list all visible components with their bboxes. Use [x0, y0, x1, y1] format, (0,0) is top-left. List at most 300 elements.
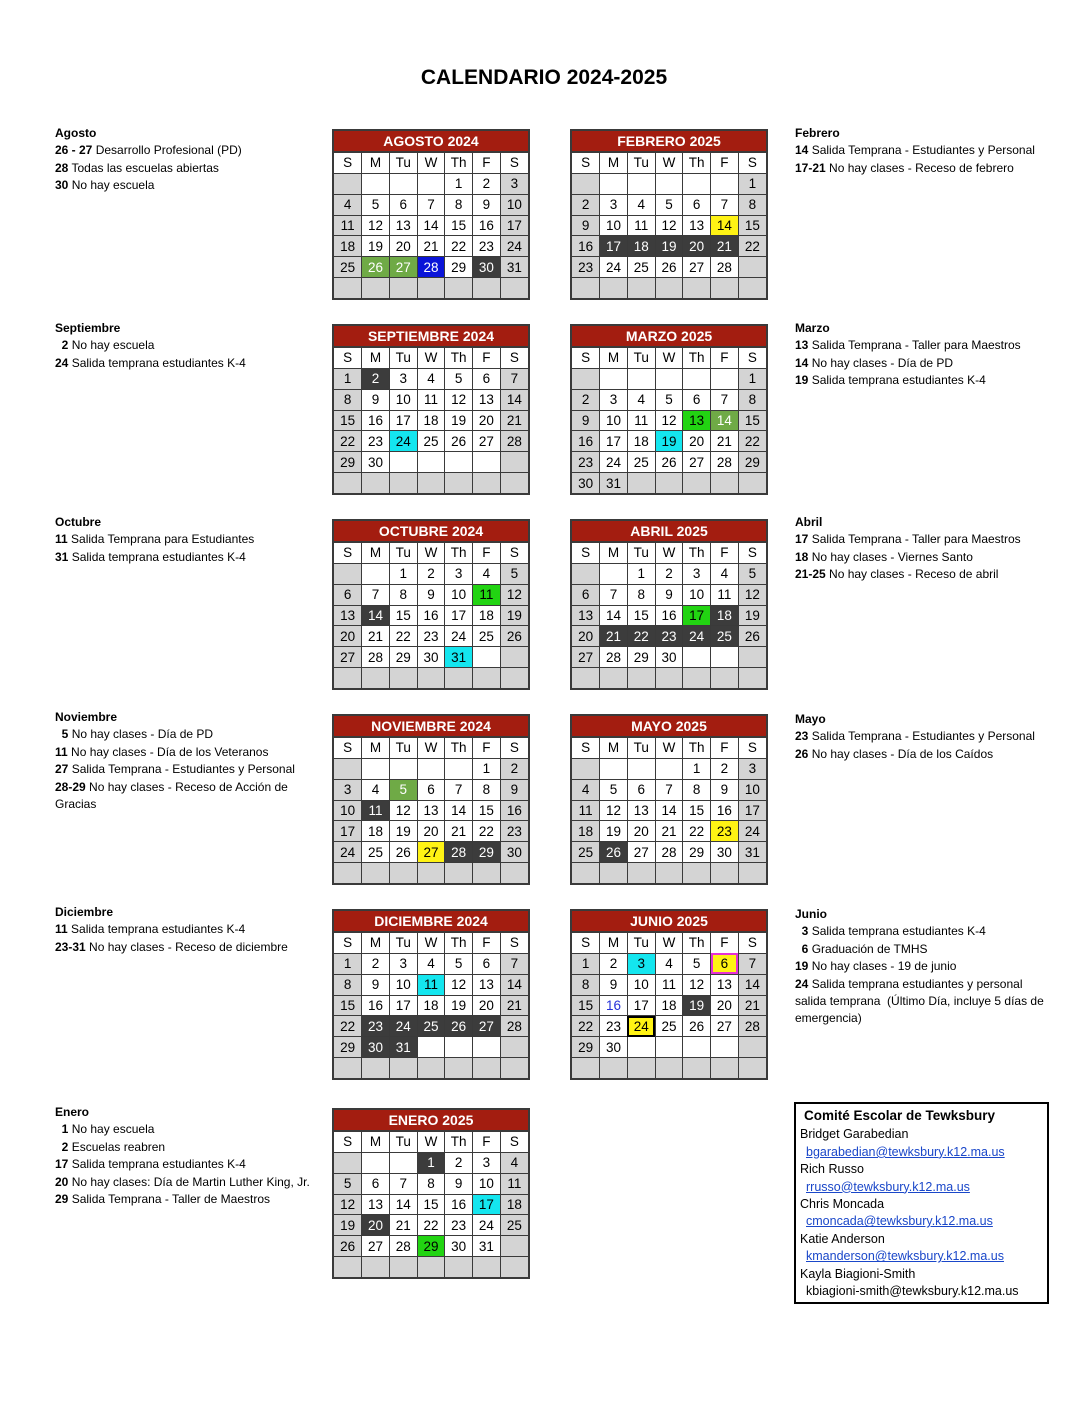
day-cell: 16	[500, 800, 528, 821]
day-cell: 18	[334, 236, 362, 257]
day-cell: 7	[445, 779, 473, 800]
day-cell: 22	[334, 1016, 362, 1037]
day-cell: 6	[334, 584, 362, 605]
calendar-dec	[332, 909, 530, 1080]
week-row	[334, 1257, 528, 1278]
day-cell: 24	[600, 452, 628, 473]
day-cell: 28	[738, 1016, 766, 1037]
empty-cell	[738, 863, 766, 884]
day-cell: 20	[417, 821, 445, 842]
notes-heading: Abril	[795, 515, 823, 529]
empty-cell	[362, 668, 390, 689]
day-cell: 22	[389, 626, 417, 647]
empty-cell	[389, 758, 417, 779]
week-row	[334, 1016, 528, 1037]
day-cell: 6	[683, 194, 711, 215]
month-title: NOVIEMBRE 2024	[334, 716, 528, 737]
empty-cell	[655, 368, 683, 389]
day-cell: 26	[389, 842, 417, 863]
week-row	[572, 758, 766, 779]
day-cell: 11	[473, 584, 501, 605]
member-name: Katie Anderson	[800, 1231, 885, 1246]
note-item	[795, 549, 1065, 566]
day-cell: 24	[738, 821, 766, 842]
day-cell: 18	[627, 236, 655, 257]
day-cell: 30	[362, 1037, 390, 1058]
day-cell: 14	[711, 215, 739, 236]
empty-cell	[334, 173, 362, 194]
empty-cell	[417, 863, 445, 884]
week-row	[334, 563, 528, 584]
empty-cell	[417, 473, 445, 494]
weekday-label: M	[600, 543, 628, 564]
day-cell: 2	[655, 563, 683, 584]
empty-cell	[600, 863, 628, 884]
day-cell: 14	[500, 974, 528, 995]
week-row	[572, 452, 766, 473]
notes-nov	[55, 709, 317, 813]
month-title: JUNIO 2025	[572, 911, 766, 932]
day-cell: 19	[600, 821, 628, 842]
day-cell: 19	[738, 605, 766, 626]
day-cell: 24	[473, 1215, 501, 1236]
week-row	[334, 821, 528, 842]
empty-cell	[473, 1058, 501, 1079]
day-cell: 5	[655, 389, 683, 410]
day-cell: 5	[445, 368, 473, 389]
day-cell: 16	[711, 800, 739, 821]
empty-cell	[600, 368, 628, 389]
empty-cell	[655, 863, 683, 884]
day-cell: 14	[500, 389, 528, 410]
day-cell: 26	[738, 626, 766, 647]
weekday-label: S	[738, 543, 766, 564]
note-date: 14	[795, 355, 809, 370]
note-item	[795, 531, 1065, 548]
weekday-label: S	[738, 933, 766, 954]
week-row	[572, 800, 766, 821]
board-member	[800, 1231, 1047, 1266]
day-cell: 23	[572, 452, 600, 473]
day-cell: 12	[445, 389, 473, 410]
note-item	[55, 531, 317, 548]
day-cell: 27	[473, 1016, 501, 1037]
day-cell: 27	[627, 842, 655, 863]
empty-cell	[445, 452, 473, 473]
weekday-header-row	[572, 543, 766, 564]
weekday-label: Th	[445, 348, 473, 369]
day-cell: 14	[389, 1194, 417, 1215]
day-cell: 1	[738, 173, 766, 194]
day-cell: 7	[500, 953, 528, 974]
day-cell: 13	[362, 1194, 390, 1215]
day-cell: 1	[473, 758, 501, 779]
weekday-label: S	[334, 933, 362, 954]
day-cell: 13	[683, 215, 711, 236]
member-name: Rich Russo	[800, 1162, 864, 1177]
day-cell: 31	[389, 1037, 417, 1058]
day-cell: 22	[738, 431, 766, 452]
note-date: 26	[795, 746, 809, 761]
note-date: 17-21	[795, 160, 826, 175]
empty-cell	[445, 758, 473, 779]
day-cell: 13	[572, 605, 600, 626]
member-email-link[interactable]: cmoncada@tewksbury.k12.ma.us	[806, 1214, 993, 1229]
day-cell: 2	[572, 389, 600, 410]
empty-cell	[683, 647, 711, 668]
day-cell: 27	[389, 257, 417, 278]
day-cell: 1	[417, 1152, 445, 1173]
day-cell: 21	[500, 995, 528, 1016]
weekday-header-row	[334, 153, 528, 174]
empty-cell	[711, 1037, 739, 1058]
day-cell: 29	[473, 842, 501, 863]
empty-cell	[389, 668, 417, 689]
day-cell: 29	[572, 1037, 600, 1058]
weekday-label: S	[500, 933, 528, 954]
day-cell: 21	[389, 1215, 417, 1236]
day-cell: 30	[600, 1037, 628, 1058]
week-row	[334, 257, 528, 278]
note-text: No hay clases - Receso de Acción de Gracias	[55, 779, 292, 812]
empty-cell	[683, 278, 711, 299]
week-row	[572, 668, 766, 689]
empty-cell	[683, 368, 711, 389]
week-row	[334, 368, 528, 389]
weekday-label: Th	[683, 738, 711, 759]
day-cell: 1	[683, 758, 711, 779]
empty-cell	[445, 1037, 473, 1058]
day-cell: 7	[600, 584, 628, 605]
notes-heading: Agosto	[55, 126, 97, 140]
note-text: Salida Temprana - Taller para Maestros	[808, 532, 1021, 547]
empty-cell	[473, 278, 501, 299]
day-cell: 24	[600, 257, 628, 278]
day-cell: 16	[655, 605, 683, 626]
week-row	[572, 215, 766, 236]
empty-cell	[389, 863, 417, 884]
note-date: 17	[795, 532, 809, 547]
day-cell: 31	[500, 257, 528, 278]
day-cell: 10	[389, 389, 417, 410]
day-cell: 18	[711, 605, 739, 626]
week-row	[334, 431, 528, 452]
day-cell: 26	[334, 1236, 362, 1257]
weekday-label: W	[655, 933, 683, 954]
day-cell: 19	[683, 995, 711, 1016]
weekday-label: F	[473, 543, 501, 564]
day-cell: 20	[683, 431, 711, 452]
day-cell: 17	[473, 1194, 501, 1215]
member-email: kbiagioni-smith@tewksbury.k12.ma.us	[806, 1284, 1019, 1299]
weekday-label: Tu	[389, 1132, 417, 1153]
month-grid	[334, 1131, 528, 1277]
day-cell: 28	[711, 257, 739, 278]
week-row	[572, 173, 766, 194]
month-grid	[334, 152, 528, 298]
day-cell: 23	[445, 1215, 473, 1236]
day-cell: 7	[389, 1173, 417, 1194]
day-cell: 24	[389, 1016, 417, 1037]
day-cell: 2	[362, 368, 390, 389]
day-cell: 17	[500, 215, 528, 236]
month-grid	[572, 542, 766, 688]
empty-cell	[362, 278, 390, 299]
empty-cell	[711, 1058, 739, 1079]
day-cell: 21	[445, 821, 473, 842]
weekday-label: Tu	[389, 348, 417, 369]
week-row	[334, 668, 528, 689]
day-cell: 15	[572, 995, 600, 1016]
weekday-label: M	[362, 738, 390, 759]
day-cell: 12	[738, 584, 766, 605]
day-cell: 5	[738, 563, 766, 584]
empty-cell	[655, 278, 683, 299]
empty-cell	[334, 473, 362, 494]
weekday-header-row	[334, 933, 528, 954]
weekday-label: Th	[683, 153, 711, 174]
day-cell: 18	[655, 995, 683, 1016]
notes-heading: Septiembre	[55, 321, 121, 335]
note-text: No hay clases - Viernes Santo	[808, 549, 973, 564]
day-cell: 3	[389, 953, 417, 974]
day-cell: 18	[473, 605, 501, 626]
weekday-label: M	[362, 933, 390, 954]
day-cell: 22	[334, 431, 362, 452]
day-cell: 12	[600, 800, 628, 821]
empty-cell	[738, 473, 766, 494]
week-row	[572, 1037, 766, 1058]
note-text: Salida temprana estudiantes y personal salida temprana (Último Día, incluye 5 días de emergencia)	[795, 976, 1048, 1026]
note-date: 31	[55, 549, 69, 564]
empty-cell	[473, 1257, 501, 1278]
notes-mar	[795, 320, 1065, 390]
month-grid	[334, 932, 528, 1078]
empty-cell	[417, 173, 445, 194]
empty-cell	[362, 563, 390, 584]
week-row	[572, 1016, 766, 1037]
day-cell: 5	[655, 194, 683, 215]
day-cell: 29	[683, 842, 711, 863]
empty-cell	[600, 173, 628, 194]
day-cell: 5	[600, 779, 628, 800]
weekday-label: F	[473, 738, 501, 759]
notes-dec	[55, 904, 317, 956]
day-cell: 19	[655, 236, 683, 257]
empty-cell	[500, 1257, 528, 1278]
week-row	[334, 1173, 528, 1194]
empty-cell	[627, 758, 655, 779]
week-row	[334, 278, 528, 299]
weekday-label: M	[362, 1132, 390, 1153]
week-row	[572, 473, 766, 494]
note-item	[795, 923, 1055, 940]
note-text: No hay clases - Receso de febrero	[825, 160, 1014, 175]
day-cell: 12	[389, 800, 417, 821]
day-cell: 6	[417, 779, 445, 800]
month-title: MAYO 2025	[572, 716, 766, 737]
month-grid	[334, 542, 528, 688]
day-cell: 8	[627, 584, 655, 605]
day-cell: 5	[334, 1173, 362, 1194]
weekday-header-row	[334, 1132, 528, 1153]
day-cell: 16	[572, 236, 600, 257]
weekday-header-row	[572, 348, 766, 369]
month-title: SEPTIEMBRE 2024	[334, 326, 528, 347]
note-date: 6	[795, 941, 809, 956]
day-cell: 4	[417, 368, 445, 389]
day-cell: 22	[683, 821, 711, 842]
note-item	[795, 728, 1065, 745]
weekday-label: M	[362, 348, 390, 369]
empty-cell	[738, 257, 766, 278]
day-cell: 27	[417, 842, 445, 863]
note-date: 26 - 27	[55, 143, 93, 158]
note-text: Salida Temprana - Taller de Maestros	[68, 1192, 271, 1207]
note-date: 13	[795, 338, 809, 353]
day-cell: 3	[738, 758, 766, 779]
notes-sep	[55, 320, 317, 372]
member-email-link[interactable]: kmanderson@tewksbury.k12.ma.us	[806, 1249, 1004, 1264]
day-cell: 9	[572, 410, 600, 431]
day-cell: 4	[627, 389, 655, 410]
day-cell: 7	[738, 953, 766, 974]
day-cell: 29	[738, 452, 766, 473]
day-cell: 2	[711, 758, 739, 779]
day-cell: 26	[683, 1016, 711, 1037]
empty-cell	[362, 863, 390, 884]
day-cell: 3	[600, 194, 628, 215]
day-cell: 20	[627, 821, 655, 842]
weekday-header-row	[334, 543, 528, 564]
day-cell: 17	[627, 995, 655, 1016]
day-cell: 6	[389, 194, 417, 215]
day-cell: 24	[445, 626, 473, 647]
note-text: No hay clases - Receso de abril	[825, 567, 999, 582]
day-cell: 27	[362, 1236, 390, 1257]
day-cell: 14	[655, 800, 683, 821]
empty-cell	[417, 278, 445, 299]
day-cell: 25	[627, 257, 655, 278]
day-cell: 6	[683, 389, 711, 410]
day-cell: 6	[473, 953, 501, 974]
weekday-header-row	[334, 348, 528, 369]
day-cell: 26	[500, 626, 528, 647]
day-cell: 15	[738, 215, 766, 236]
day-cell: 29	[334, 1037, 362, 1058]
day-cell: 25	[711, 626, 739, 647]
note-text: Salida Temprana - Estudiantes y Personal	[808, 729, 1035, 744]
week-row	[334, 173, 528, 194]
note-item	[55, 779, 317, 814]
day-cell: 17	[334, 821, 362, 842]
day-cell: 18	[572, 821, 600, 842]
weekday-label: Tu	[389, 543, 417, 564]
empty-cell	[683, 863, 711, 884]
day-cell: 25	[655, 1016, 683, 1037]
day-cell: 26	[445, 1016, 473, 1037]
day-cell: 21	[711, 236, 739, 257]
day-cell: 10	[683, 584, 711, 605]
day-cell: 8	[445, 194, 473, 215]
note-date: 1	[55, 1122, 69, 1137]
empty-cell	[417, 1257, 445, 1278]
note-date: 30	[55, 178, 69, 193]
empty-cell	[500, 863, 528, 884]
weekday-label: S	[738, 153, 766, 174]
member-email-link[interactable]: rrusso@tewksbury.k12.ma.us	[806, 1179, 970, 1194]
note-text: Salida temprana estudiantes K-4	[67, 922, 246, 937]
day-cell: 11	[627, 215, 655, 236]
member-name: Kayla Biagioni-Smith	[800, 1266, 916, 1281]
note-date: 14	[795, 143, 809, 158]
day-cell: 25	[417, 431, 445, 452]
week-row	[572, 863, 766, 884]
weekday-label: F	[711, 543, 739, 564]
note-item	[55, 1174, 317, 1191]
empty-cell	[389, 1257, 417, 1278]
notes-heading: Mayo	[795, 712, 826, 726]
note-text: Salida Temprana - Estudiantes y Personal	[808, 143, 1035, 158]
day-cell: 23	[362, 431, 390, 452]
member-email-link[interactable]: bgarabedian@tewksbury.k12.ma.us	[806, 1144, 1005, 1159]
school-board-title: Comité Escolar de Tewksbury	[804, 1108, 996, 1123]
weekday-label: S	[572, 153, 600, 174]
weekday-label: M	[600, 933, 628, 954]
day-cell: 18	[627, 431, 655, 452]
day-cell: 6	[627, 779, 655, 800]
day-cell: 23	[417, 626, 445, 647]
empty-cell	[500, 647, 528, 668]
day-cell: 4	[711, 563, 739, 584]
weekday-label: W	[417, 738, 445, 759]
weekday-label: S	[334, 1132, 362, 1153]
empty-cell	[417, 1037, 445, 1058]
empty-cell	[572, 173, 600, 194]
day-cell: 5	[389, 779, 417, 800]
note-date: 3	[795, 924, 809, 939]
weekday-label: Tu	[389, 933, 417, 954]
day-cell: 28	[711, 452, 739, 473]
empty-cell	[711, 368, 739, 389]
weekday-label: F	[473, 933, 501, 954]
day-cell: 14	[738, 974, 766, 995]
note-item	[55, 355, 317, 372]
day-cell: 5	[500, 563, 528, 584]
weekday-label: S	[500, 738, 528, 759]
day-cell: 8	[334, 974, 362, 995]
day-cell: 19	[445, 410, 473, 431]
week-row	[334, 842, 528, 863]
weekday-label: S	[500, 153, 528, 174]
note-text: No hay clases - Receso de diciembre	[85, 939, 288, 954]
empty-cell	[500, 473, 528, 494]
board-member	[800, 1161, 1047, 1196]
empty-cell	[500, 1236, 528, 1257]
notes-heading: Febrero	[795, 126, 840, 140]
empty-cell	[417, 758, 445, 779]
weekday-label: W	[655, 348, 683, 369]
day-cell: 24	[683, 626, 711, 647]
weekday-label: S	[334, 153, 362, 174]
empty-cell	[362, 1058, 390, 1079]
day-cell: 11	[500, 1173, 528, 1194]
weekday-label: W	[655, 153, 683, 174]
weekday-label: S	[500, 1132, 528, 1153]
notes-jan	[55, 1104, 317, 1208]
empty-cell	[445, 1058, 473, 1079]
day-cell: 21	[738, 995, 766, 1016]
